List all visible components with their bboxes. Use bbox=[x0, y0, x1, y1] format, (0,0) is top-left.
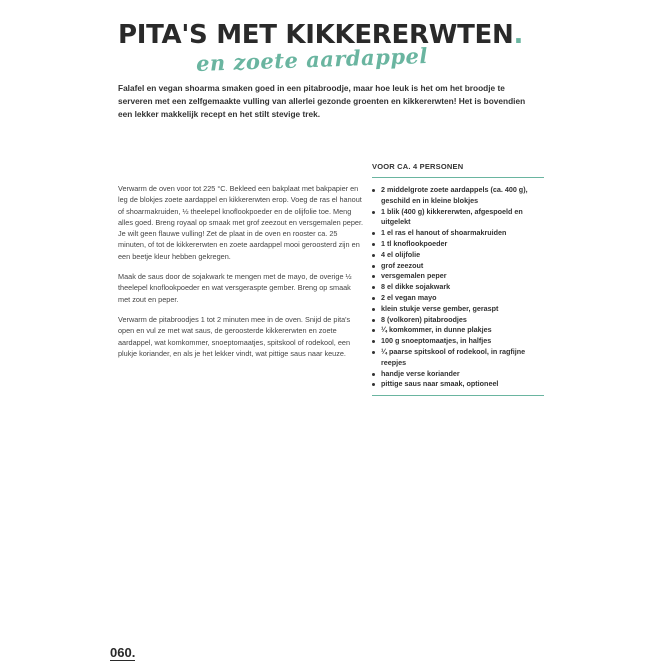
ingredient-text: 4 el olijfolie bbox=[381, 249, 421, 259]
ingredient-text: 8 (volkoren) pitabroodjes bbox=[381, 314, 467, 324]
ingredient-item bbox=[372, 379, 544, 390]
recipe-title-dot: . bbox=[513, 20, 524, 50]
bullet-icon bbox=[372, 351, 375, 354]
bullet-icon bbox=[372, 286, 375, 289]
bullet-icon bbox=[372, 308, 375, 311]
bullet-icon bbox=[372, 232, 375, 235]
ingredient-text: 8 el dikke sojakwark bbox=[381, 282, 451, 292]
bullet-icon bbox=[372, 211, 375, 214]
ingredients-list bbox=[372, 185, 544, 390]
ingredients-heading: VOOR CA. 4 PERSONEN bbox=[372, 162, 544, 178]
ingredient-item bbox=[372, 293, 544, 304]
ingredient-item bbox=[372, 207, 544, 229]
ingredient-item bbox=[372, 325, 544, 336]
ingredient-item bbox=[372, 347, 544, 369]
ingredient-item bbox=[372, 239, 544, 250]
ingredients-panel bbox=[372, 162, 544, 396]
method-step-3: Verwarm de pitabroodjes 1 tot 2 minuten mee in de oven. Snijd de pita's open en vul ze met wat saus, de geroosterde kikkererwten en zoete aardappel, wat komkommer, snoeptomaatjes, spitskool of rodekool, een plukje koriander, en als je het lekker vindt, wat pittige saus naar keuze. bbox=[118, 314, 351, 358]
ingredient-item bbox=[372, 185, 544, 207]
ingredients-divider bbox=[372, 395, 544, 396]
bullet-icon bbox=[372, 319, 375, 322]
ingredient-item bbox=[372, 336, 544, 347]
bullet-icon bbox=[372, 383, 375, 386]
ingredient-text: versgemalen peper bbox=[381, 271, 447, 281]
ingredient-text: klein stukje verse gember, geraspt bbox=[381, 303, 499, 313]
ingredient-text: 1 blik (400 g) kikkererwten, afgespoeld en uitgelekt bbox=[381, 206, 523, 227]
ingredient-item bbox=[372, 250, 544, 261]
bullet-icon bbox=[372, 329, 375, 332]
ingredient-text: ¼ paarse spitskool of rodekool, in ragfijne reepjes bbox=[381, 346, 526, 367]
ingredient-item bbox=[372, 369, 544, 380]
ingredient-text: pittige saus naar smaak, optioneel bbox=[381, 379, 499, 389]
ingredient-item bbox=[372, 228, 544, 239]
ingredient-text: 2 middelgrote zoete aardappels (ca. 400 g), geschild en in kleine blokjes bbox=[381, 185, 528, 205]
recipe-subtitle: en zoete aardappel bbox=[195, 42, 429, 77]
ingredient-text: 1 tl knoflookpoeder bbox=[381, 238, 448, 248]
bullet-icon bbox=[372, 373, 375, 376]
ingredient-text: handje verse koriander bbox=[381, 368, 460, 378]
bullet-icon bbox=[372, 254, 375, 257]
ingredient-item bbox=[372, 304, 544, 315]
ingredient-item bbox=[372, 315, 544, 326]
page-number: 060. bbox=[110, 645, 136, 660]
bullet-icon bbox=[372, 265, 375, 268]
method-section bbox=[118, 183, 363, 368]
ingredient-text: 2 el vegan mayo bbox=[381, 292, 437, 302]
bullet-icon bbox=[372, 189, 375, 192]
bullet-icon bbox=[372, 297, 375, 300]
bullet-icon bbox=[372, 275, 375, 278]
ingredient-item bbox=[372, 271, 544, 282]
bullet-icon bbox=[372, 243, 375, 246]
method-step-2: Maak de saus door de sojakwark te mengen met de mayo, de overige ½ theelepel knoflookpoeder en wat versgeraspte gember. Breng op smaak met zout en peper. bbox=[118, 272, 352, 304]
bullet-icon bbox=[372, 340, 375, 343]
recipe-title bbox=[118, 20, 523, 50]
ingredient-text: ¼ komkommer, in dunne plakjes bbox=[381, 325, 492, 335]
ingredient-text: 100 g snoeptomaatjes, in halfjes bbox=[381, 336, 492, 346]
ingredient-item bbox=[372, 261, 544, 272]
ingredient-item bbox=[372, 282, 544, 293]
intro-paragraph: Falafel en vegan shoarma smaken goed in een pitabroodje, maar hoe leuk is het om het broodje te serveren met een zelfgemaakte vulling van allerlei gezonde groenten en kikkererwten! Het is bovendien een lekker makkelijk recept en het stilt stevige trek. bbox=[118, 83, 526, 119]
ingredient-text: grof zeezout bbox=[381, 260, 424, 270]
recipe-title-text: PITA'S MET KIKKERERWTEN bbox=[118, 20, 514, 50]
method-step-1: Verwarm de oven voor tot 225 °C. Bekleed een bakplaat met bakpapier en leg de blokjes zoete aardappel en kikkererwten erop. Voeg de ras el hanout of shoarmakruiden, ½ theelepel knoflookpoeder en de olijfolie toe. Meng alles goed. Breng royaal op smaak met grof zeezout en versgemalen peper. Je wilt geen flauwe vulling! Zet de plaat in de oven en rooster ca. 25 minuten, of tot de kikkererwten en zoete aardappel mooi geroosterd zijn en een beetje kleur hebben gekregen. bbox=[118, 184, 363, 261]
ingredient-text: 1 el ras el hanout of shoarmakruiden bbox=[381, 228, 507, 238]
